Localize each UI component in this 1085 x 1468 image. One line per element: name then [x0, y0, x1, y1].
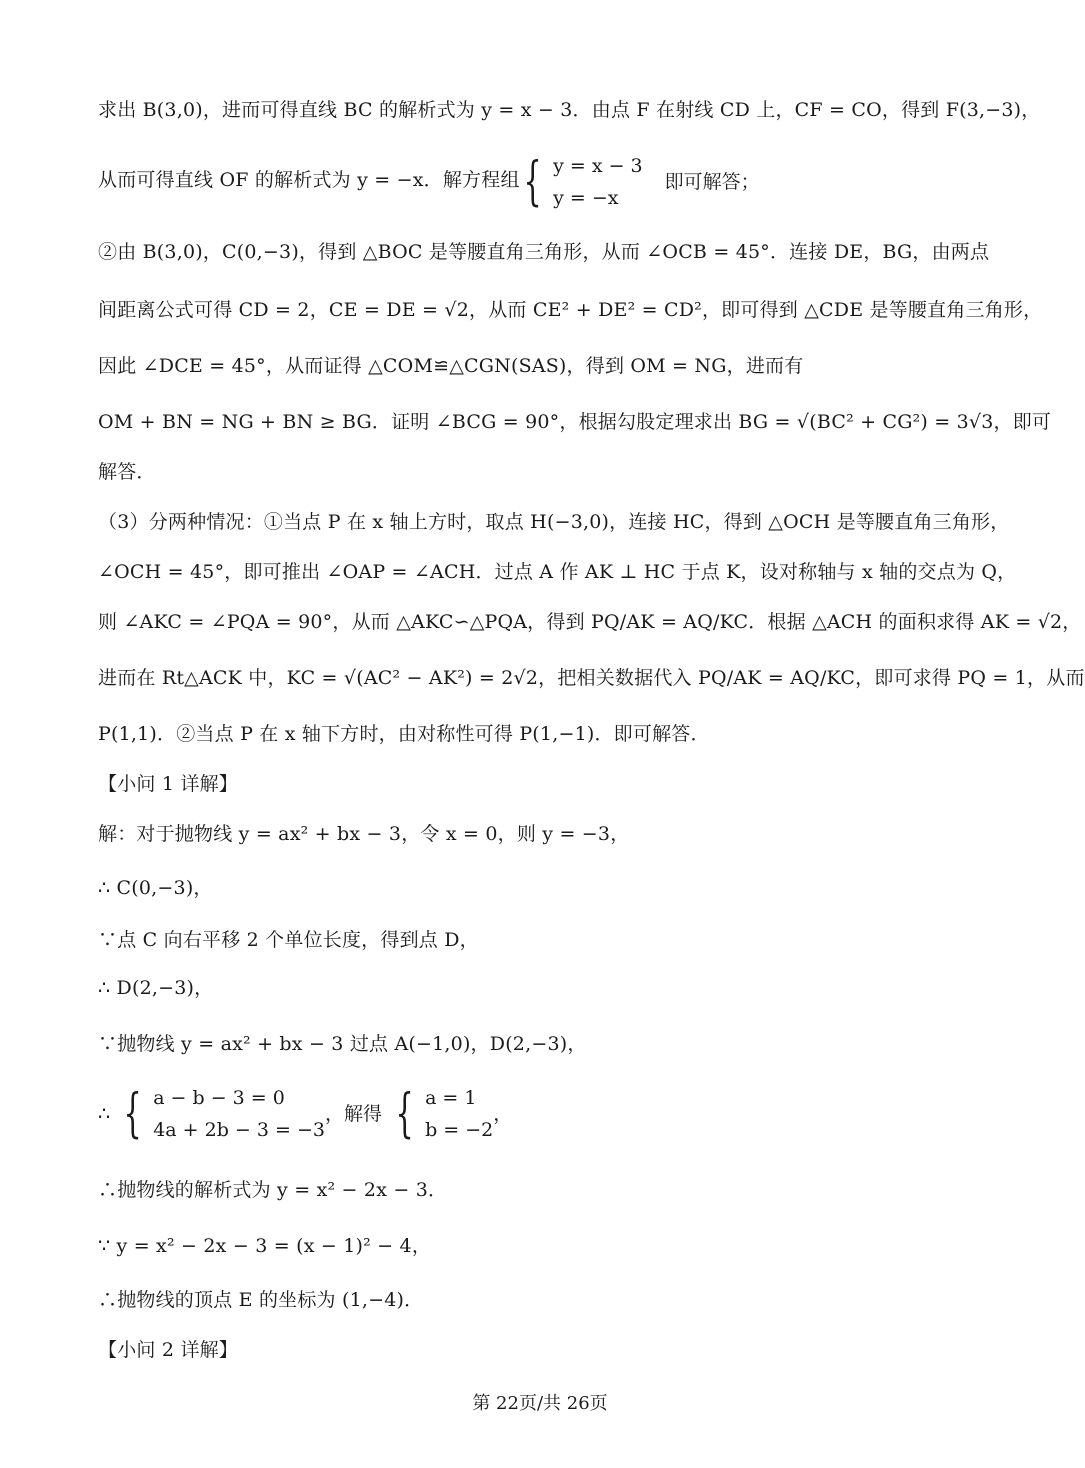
text-line: ∴抛物线的解析式为 y = x² − 2x − 3． [98, 1179, 448, 1201]
equation: y = −x [553, 187, 619, 209]
text-line: OM + BN = NG + BN ≥ BG．证明 ∠BCG = 90°，根据勾股定理求出 BG = √(BC² + CG²) = 3√3，即可 [98, 411, 1052, 433]
text-line: ∵ y = x² − 2x − 3 = (x − 1)² − 4， [98, 1235, 432, 1257]
text-line: ∠OCH = 45°，即可推出 ∠OAP = ∠ACH．过点 A 作 AK ⊥ HC 于点 K，设对称轴与 x 轴的交点为 Q， [98, 561, 1017, 583]
brace-glyph: { [123, 1084, 142, 1144]
solution: b = −2 [425, 1119, 494, 1141]
therefore-symbol: ∴ [98, 1103, 111, 1125]
text-line: ∵抛物线 y = ax² + bx − 3 过点 A(−1,0)，D(2,−3)， [98, 1033, 587, 1055]
text-line: 间距离公式可得 CD = 2，CE = DE = √2，从而 CE² + DE² = CD²，即可得到 △CDE 是等腰直角三角形， [98, 299, 1043, 321]
text-line: 从而可得直线 OF 的解析式为 y = −x．解方程组 [98, 169, 520, 191]
text-line: 求出 B(3,0)，进而可得直线 BC 的解析式为 y = x − 3．由点 F 在射线 CD 上，CF = CO，得到 F(3,−3)， [98, 99, 1041, 121]
solution: a = 1 [425, 1087, 477, 1109]
equation: 4a + 2b − 3 = −3 [153, 1119, 325, 1141]
text-line: P(1,1)．②当点 P 在 x 轴下方时，由对称性可得 P(1,−1)．即可解答． [98, 723, 710, 745]
equation: a − b − 3 = 0 [153, 1087, 285, 1109]
equation-middle: ，解得 [324, 1103, 382, 1125]
text-line: ∵点 C 向右平移 2 个单位长度，得到点 D， [98, 929, 479, 951]
text-line: 解答． [98, 461, 156, 483]
solution-stack [425, 1082, 493, 1146]
text-line: ②由 B(3,0)，C(0,−3)，得到 △BOC 是等腰直角三角形，从而 ∠OCB = 45°．连接 DE，BG，由两点 [98, 241, 990, 263]
brace-glyph: { [523, 152, 542, 212]
text-line: ∴ C(0,−3)， [98, 877, 213, 899]
equation-stack [153, 1082, 325, 1146]
equation-stack [553, 150, 643, 214]
text-line: ∴抛物线的顶点 E 的坐标为 (1,−4)． [98, 1289, 424, 1311]
text-line: ∴ D(2,−3)， [98, 977, 214, 999]
page-footer: 第 22页/共 26页 [472, 1393, 608, 1414]
equation: y = x − 3 [553, 155, 643, 177]
text-line: （3）分两种情况：①当点 P 在 x 轴上方时，取点 H(−3,0)，连接 HC，得到 △OCH 是等腰直角三角形， [98, 511, 1010, 533]
equation-system [510, 150, 760, 214]
text-line: 解：对于抛物线 y = ax² + bx − 3，令 x = 0，则 y = −3， [98, 823, 630, 845]
text-line: 因此 ∠DCE = 45°，从而证得 △COM≌△CGN(SAS)，得到 OM = NG，进而有 [98, 355, 804, 377]
section-heading: 【小问 1 详解】 [98, 773, 238, 795]
equation-suffix: 即可解答； [664, 171, 760, 193]
section-heading: 【小问 2 详解】 [98, 1339, 238, 1361]
brace-glyph: { [395, 1084, 414, 1144]
text-line: 则 ∠AKC = ∠PQA = 90°，从而 △AKC∽△PQA，得到 PQ/AK = AQ/KC．根据 △ACH 的面积求得 AK = √2， [98, 611, 1082, 633]
equation-system [98, 1082, 512, 1146]
text-line: 进而在 Rt△ACK 中，KC = √(AC² − AK²) = 2√2，把相关数据代入 PQ/AK = AQ/KC，即可求得 PQ = 1，从而 [98, 667, 1085, 689]
equation-suffix: ， [493, 1103, 513, 1125]
